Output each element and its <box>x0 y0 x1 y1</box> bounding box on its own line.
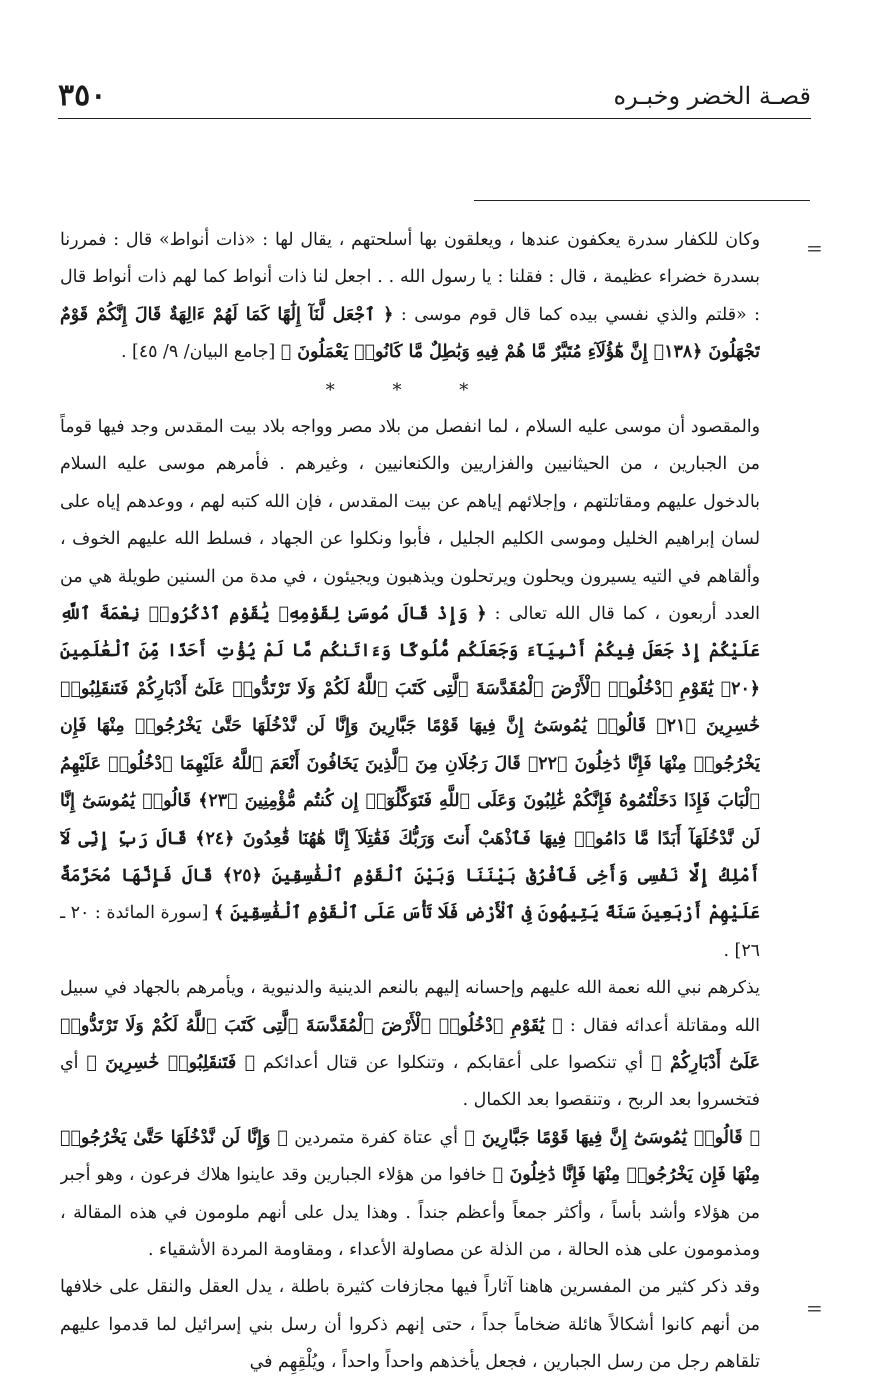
paragraph-text: أي فتخسروا بعد الربح ، وتنقصوا بعد الكمال . <box>60 1052 760 1111</box>
margin-equals-mark: = <box>806 236 823 260</box>
paragraph-text: أي عتاة كفرة متمردين <box>294 1127 458 1148</box>
source-citation: [سورة المائدة : ٢٠ ـ ٢٦] . <box>60 903 760 961</box>
paragraph-text: خافوا من هؤلاء الجبارين وقد عاينوا هلاك فرعون ، وهو أجبر من هؤلاء وأشد بأساً ، وأكثر جمعاً وأعظم جنداً . وهذا يدل على أنهم ملومون في هذه المقالة ، ومذمومون على هذه الحالة ، من الذلة عن مصاولة الأعداء ، ومقاومة المردة الأشقياء . <box>60 1165 760 1260</box>
quran-quote: ﴿ ٱجْعَل لَّنَآ إِلَٰهًا كَمَا لَهُمْ ءَالِهَةٌ قَالَ إِنَّكُمْ قَوْمٌ تَجْهَلُونَ ﴿١٣٨﴾ إِنَّ هَٰٓؤُلَآءِ مُتَبَّرٌ مَّا هُمْ فِيهِ وَبَٰطِلٌ مَّا كَانُوا۟ يَعْمَلُونَ ﴾ <box>60 304 760 363</box>
commentary-paragraph <box>60 1269 760 1381</box>
paragraph-text: والمقصود أن موسى عليه السلام ، لما انفصل من بلاد مصر وواجه بلاد بيت المقدس وجد فيها قوماً من الجبارين ، من الحيثانيين والفزاريين والكنعانيين ، وغيرهم . فأمرهم موسى عليه السلام بالدخول عليهم ومقاتلتهم ، وإجلائهم إياهم عن بيت المقدس ، فإن الله كتبه لهم ، ووعدهم إياه على لسان إبراهيم الخليل وموسى الكليم الجليل ، فأبوا ونكلوا عن الجهاد ، فسلط الله عليهم الخوف ، وألقاهم في التيه يسيرون ويحلون ويرتحلون ويذهبون ويجيئون ، في مدة من السنين طويلة هي من العدد أربعون ، كما قال الله تعالى : <box>60 417 760 625</box>
main-text <box>60 222 760 1382</box>
narrative-paragraph <box>60 409 760 970</box>
paragraph-text: وكان للكفار سدرة يعكفون عندها ، ويعلقون بها أسلحتهم ، يقال لها : «ذات أنواط» قال : فمررنا بسدرة خضراء عظيمة ، قال : فقلنا : يا رسول الله . . اجعل لنا ذات أنواط كما لهم ذات أنواط قال : «قلتم والذي نفسي بيده كما قال قوم موسى : <box>60 230 760 325</box>
page-header <box>58 74 811 119</box>
footnote-separator <box>474 200 810 201</box>
quran-quote: ﴿ يَٰقَوْمِ ٱدْخُلُوا۟ ٱلْأَرْضَ ٱلْمُقَدَّسَةَ ٱلَّتِى كَتَبَ ٱللَّهُ لَكُمْ وَلَا تَرْتَدُّوا۟ عَلَىٰٓ أَدْبَارِكُمْ ﴾ <box>60 1015 760 1073</box>
paragraph-text: يذكرهم نبي الله نعمة الله عليهم وإحسانه إليهم بالنعم الدينية والدنيوية ، ويأمرهم بالجهاد في سبيل الله ومقاتلة أعدائه فقال : <box>60 978 760 1036</box>
paragraph-text: وقد ذكر كثير من المفسرين هاهنا آثاراً فيها مجازفات كثيرة باطلة ، يدل العقل والنقل على خلافها من أنهم كانوا أشكالاً هائلة ضخاماً جداً ، حتى إنهم ذكروا أن رسل بني إسرائيل لما قدموا عليهم تلقاهم رجل من رسل الجبارين ، فجعل يأخذهم واحداً واحداً ، ويُلْقِهِم في <box>60 1277 760 1373</box>
quran-quote: ﴿ وَإِنَّا لَن نَّدْخُلَهَا حَتَّىٰ يَخْرُجُوا۟ مِنْهَا فَإِن يَخْرُجُوا۟ مِنْهَا فَإِنَّا دَٰخِلُونَ ﴾ <box>60 1127 760 1186</box>
quran-quote: ﴿ قَالُوا۟ يَٰمُوسَىٰٓ إِنَّ فِيهَا قَوْمًا جَبَّارِينَ ﴾ <box>464 1127 760 1148</box>
margin-equals-mark: = <box>806 1296 823 1320</box>
source-citation: [جامع البيان/ ٩/ ٤٥] . <box>120 342 276 363</box>
commentary-paragraph <box>60 970 760 1120</box>
quran-quote: ﴿ فَتَنقَلِبُوا۟ خَٰسِرِينَ ﴾ <box>86 1052 256 1073</box>
paragraph-text: أي تنكصوا على أعقابكم ، وتنكلوا عن قتال أعدائكم <box>263 1052 644 1073</box>
commentary-paragraph <box>60 1120 760 1270</box>
page-number: ٣٥٠ <box>58 78 107 113</box>
running-title: قصـة الخضر وخبـره <box>613 82 811 110</box>
hadith-paragraph <box>60 222 760 372</box>
quran-quote: ﴿ وَإِذْ قَالَ مُوسَىٰ لِقَوْمِهِۦ يَٰقَوْمِ ٱذْكُرُوا۟ نِعْمَةَ ٱللَّهِ عَلَيْكُمْ إِذْ جَعَلَ فِيكُمْ أَنۢبِيَآءَ وَجَعَلَكُم مُّلُوكًا وَءَاتَىٰكُم مَّا لَمْ يُؤْتِ أَحَدًا مِّنَ ٱلْعَٰلَمِينَ ﴿٢٠﴾ يَٰقَوْمِ ٱدْخُلُوا۟ ٱلْأَرْضَ ٱلْمُقَدَّسَةَ ٱلَّتِى كَتَبَ ٱللَّهُ لَكُمْ وَلَا تَرْتَدُّوا۟ عَلَىٰٓ أَدْبَارِكُمْ فَتَنقَلِبُوا۟ خَٰسِرِينَ ﴿٢١﴾ قَالُوا۟ يَٰمُوسَىٰٓ إِنَّ فِيهَا قَوْمًا جَبَّارِينَ وَإِنَّا لَن نَّدْخُلَهَا حَتَّىٰ يَخْرُجُوا۟ مِنْهَا فَإِن يَخْرُجُوا۟ مِنْهَا فَإِنَّا دَٰخِلُونَ ﴿٢٢﴾ قَالَ رَجُلَانِ مِنَ ٱلَّذِينَ يَخَافُونَ أَنْعَمَ ٱللَّهُ عَلَيْهِمَا ٱدْخُلُوا۟ عَلَيْهِمُ ٱلْبَابَ فَإِذَا دَخَلْتُمُوهُ فَإِنَّكُمْ غَٰلِبُونَ وَعَلَى ٱللَّهِ فَتَوَكَّلُوٓا۟ إِن كُنتُم مُّؤْمِنِينَ ﴿٢٣﴾ قَالُوا۟ يَٰمُوسَىٰٓ إِنَّا لَن نَّدْخُلَهَآ أَبَدًا مَّا دَامُوا۟ فِيهَا فَٱذْهَبْ أَنتَ وَرَبُّكَ فَقَٰتِلَآ إِنَّا هَٰهُنَا قَٰعِدُونَ ﴿٢٤﴾ قَالَ رَبِّ إِنِّى لَآ أَمْلِكُ إِلَّا نَفْسِى وَأَخِى فَٱفْرُقْ بَيْنَنَا وَبَيْنَ ٱلْقَوْمِ ٱلْفَٰسِقِينَ ﴿٢٥﴾ قَالَ فَإِنَّهَا مُحَرَّمَةٌ عَلَيْهِمْ أَرْبَعِينَ سَنَةً يَتِيهُونَ فِى ٱلْأَرْضِ فَلَا تَأْسَ عَلَى ٱلْقَوْمِ ٱلْفَٰسِقِينَ ﴾ <box>60 604 760 924</box>
section-separator: * * * <box>325 379 495 401</box>
